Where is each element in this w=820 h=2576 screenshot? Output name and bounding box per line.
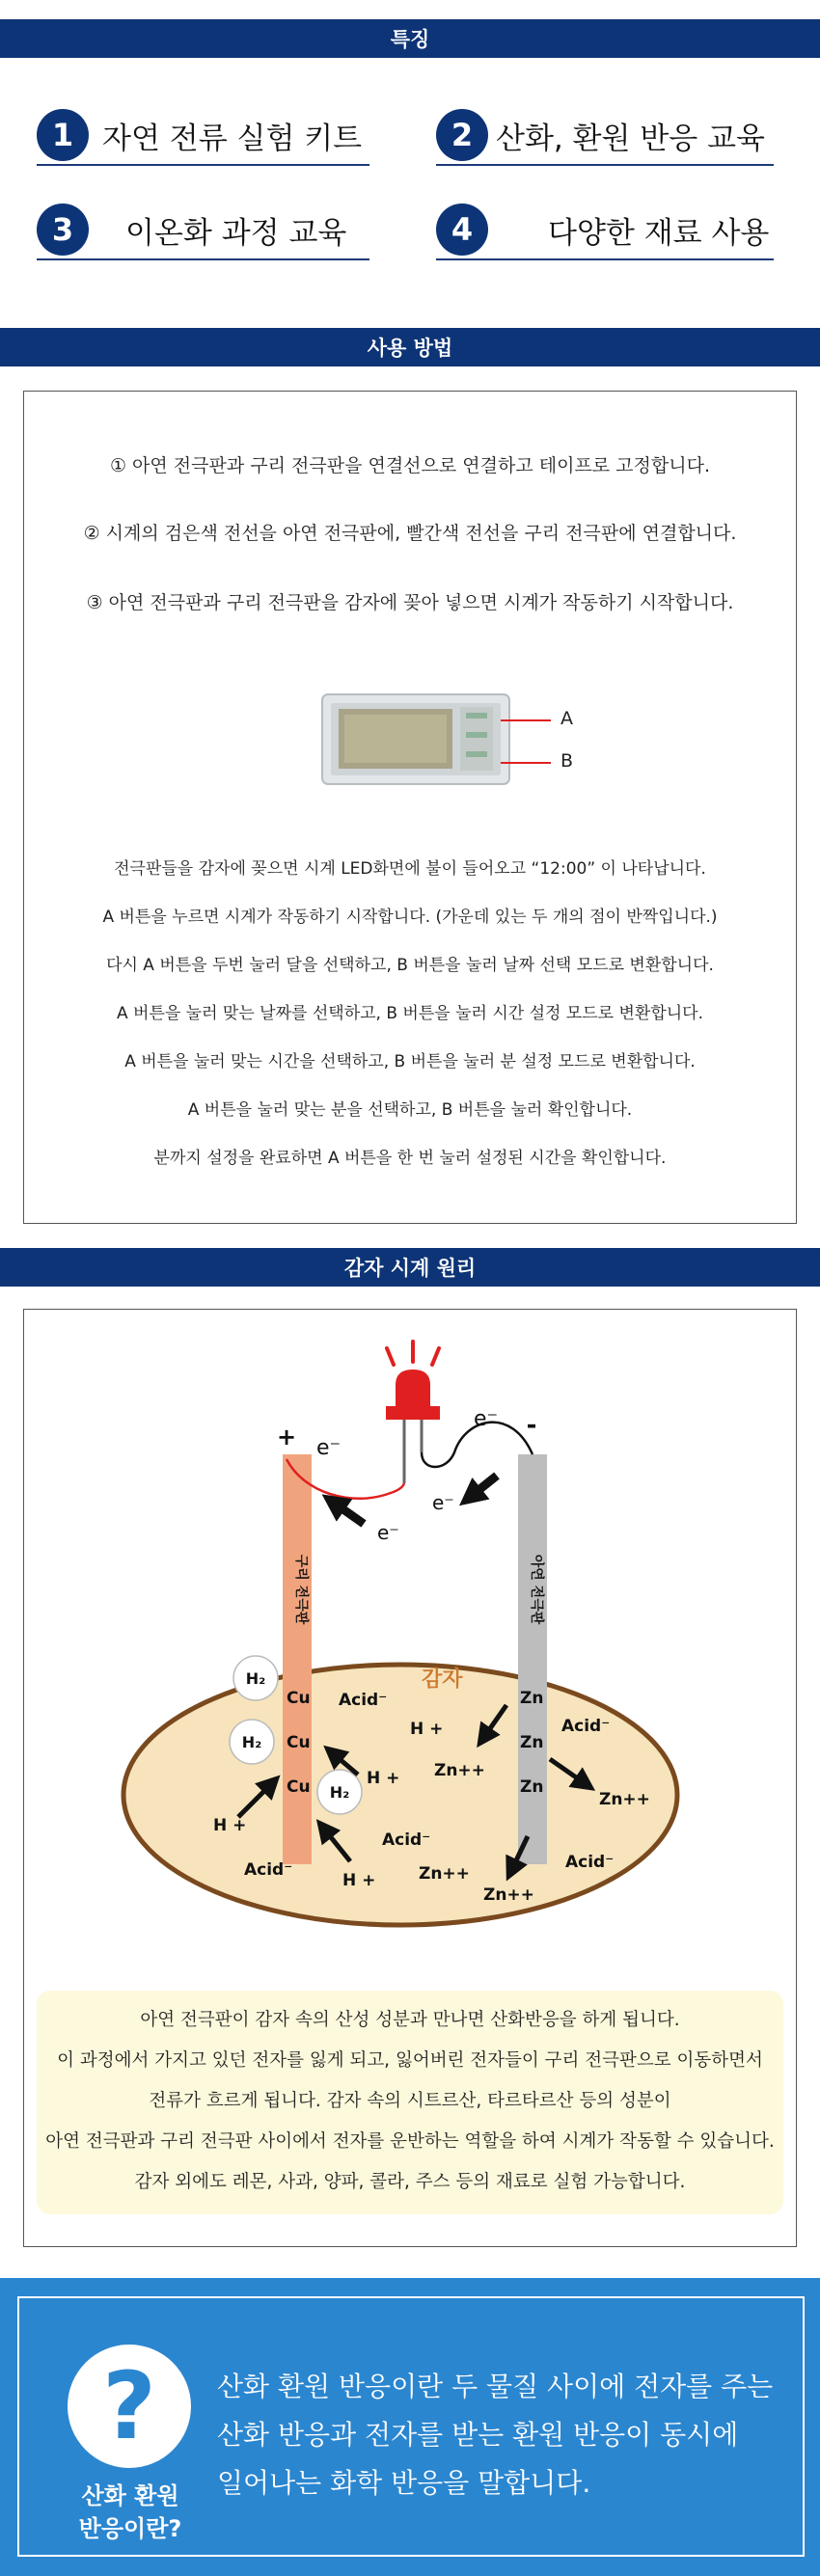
clock-label-a: A — [560, 708, 573, 729]
cu-label-3: Cu — [287, 1777, 311, 1797]
svg-text:H₂: H₂ — [329, 1783, 350, 1802]
usage-step-1: ① 아연 전극판과 구리 전극판을 연결선으로 연결하고 테이프로 고정합니다. — [109, 455, 710, 476]
h-plus-label-2: H + — [367, 1769, 400, 1788]
zn-ion-label-3: Zn++ — [419, 1864, 470, 1884]
led-bulb — [386, 1342, 440, 1483]
principle-title: 감자 시계 원리 — [343, 1257, 477, 1280]
acid-label-3: Acid⁻ — [382, 1830, 431, 1850]
redox-question-label — [39, 2480, 222, 2545]
electron-flow-arrow-2 — [468, 1476, 497, 1499]
feature-number-2: 2 — [436, 109, 488, 161]
svg-text:H₂: H₂ — [245, 1669, 266, 1688]
copper-electrode-label: 구리 전극판 — [293, 1554, 309, 1625]
potato-clock-diagram — [24, 1310, 796, 1985]
feature-label-2: 산화, 환원 반응 교육 — [496, 121, 765, 156]
instruction-3: 다시 A 버튼을 두번 눌러 달을 선택하고, B 버튼을 눌러 날짜 선택 모드로 변환합니다. — [106, 956, 714, 975]
instruction-2: A 버튼을 누르면 시계가 작동하기 시작합니다. (가운데 있는 두 개의 점이 반짝입니다.) — [102, 908, 718, 927]
feature-label-1: 자연 전류 실험 키트 — [102, 121, 363, 156]
clock-line-a — [501, 719, 551, 721]
feature-item-1 — [37, 106, 369, 166]
feature-label-4: 다양한 재료 사용 — [548, 215, 770, 251]
acid-label-4: Acid⁻ — [244, 1860, 293, 1880]
electron-label-3: e⁻ — [432, 1491, 454, 1514]
feature-number-1: 1 — [37, 109, 89, 161]
h2-bubble-1 — [233, 1656, 278, 1700]
clock-line-b — [501, 762, 551, 764]
redox-definition-line-1: 산화 환원 반응이란 두 물질 사이에 전자를 주는 — [217, 2371, 774, 2402]
explanation-line-1: 아연 전극판이 감자 속의 산성 성분과 만나면 산화반응을 하게 됩니다. — [140, 2010, 680, 2030]
electron-label-4: e⁻ — [377, 1521, 399, 1544]
potato-label: 감자 — [422, 1668, 463, 1692]
plus-sign: + — [276, 1424, 297, 1451]
instruction-1: 전극판들을 감자에 꽂으면 시계 LED화면에 불이 들어오고 “12:00” 이 나타납니다. — [114, 859, 706, 879]
redox-info-section — [0, 2278, 820, 2576]
acid-label-1: Acid⁻ — [339, 1691, 388, 1710]
acid-label-2: Acid⁻ — [561, 1717, 611, 1736]
zn-label-2: Zn — [520, 1733, 544, 1752]
usage-title: 사용 방법 — [367, 337, 453, 360]
instruction-4: A 버튼을 눌러 맞는 날짜를 선택하고, B 버튼을 눌러 시간 설정 모드로 변환합니다. — [116, 1004, 704, 1023]
h-plus-label-1: H + — [410, 1720, 444, 1739]
features-header — [0, 19, 820, 58]
explanation-line-4: 아연 전극판과 구리 전극판 사이에서 전자를 운반하는 역할을 하여 시계가 작동할 수 있습니다. — [45, 2131, 775, 2152]
electron-flow-arrow-1 — [331, 1501, 364, 1524]
explanation-line-2: 이 과정에서 가지고 있던 전자를 잃게 되고, 잃어버린 전자들이 구리 전극판으로 이동하면서 — [57, 2050, 763, 2071]
usage-step-2: ② 시계의 검은색 전선을 아연 전극판에, 빨간색 전선을 구리 전극판에 연결합니다. — [83, 523, 737, 544]
question-mark-icon: ? — [68, 2345, 191, 2468]
usage-box — [23, 391, 797, 1224]
acid-label-5: Acid⁻ — [565, 1853, 615, 1872]
features-title: 특징 — [390, 28, 430, 51]
feature-item-4 — [436, 201, 774, 260]
zn-ion-label-2: Zn++ — [599, 1790, 650, 1809]
cu-label-1: Cu — [287, 1689, 311, 1708]
redox-question-line-2: 반응이란? — [78, 2515, 182, 2542]
cu-label-2: Cu — [287, 1733, 311, 1752]
usage-header — [0, 328, 820, 366]
zn-ion-label-1: Zn++ — [434, 1761, 485, 1780]
electron-label-2: e⁻ — [474, 1407, 499, 1431]
principle-header — [0, 1248, 820, 1287]
redox-info-box — [17, 2296, 805, 2557]
feature-item-2 — [436, 106, 774, 166]
h2-bubble-2 — [230, 1720, 274, 1764]
instruction-7: 분까지 설정을 완료하면 A 버튼을 한 번 눌러 설정된 시간을 확인합니다. — [153, 1149, 667, 1168]
zinc-electrode — [518, 1454, 547, 1864]
explanation-line-5: 감자 외에도 레몬, 사과, 양파, 콜라, 주스 등의 재료로 실험 가능합니다. — [134, 2172, 686, 2192]
feature-number-3: 3 — [37, 203, 89, 256]
clock-label-b: B — [560, 750, 574, 772]
h-plus-label-4: H + — [342, 1871, 376, 1890]
redox-question-line-1: 산화 환원 — [81, 2482, 179, 2509]
feature-number-4: 4 — [436, 203, 488, 256]
explanation-line-3: 전류가 흐르게 됩니다. 감자 속의 시트르산, 타르타르산 등의 성분이 — [149, 2091, 671, 2111]
zn-label-3: Zn — [520, 1777, 544, 1797]
feature-item-3 — [37, 201, 369, 260]
h-plus-label-3: H + — [213, 1816, 247, 1835]
instruction-5: A 버튼을 눌러 맞는 시간을 선택하고, B 버튼을 눌러 분 설정 모드로 변환합니다. — [124, 1052, 696, 1071]
redox-definition-line-2: 산화 반응과 전자를 받는 환원 반응이 동시에 — [217, 2419, 739, 2451]
clock-image — [321, 693, 510, 785]
electron-label-1: e⁻ — [316, 1436, 342, 1460]
redox-definition-line-3: 일어나는 화학 반응을 말합니다. — [217, 2467, 591, 2499]
zinc-electrode-label: 아연 전극판 — [529, 1554, 544, 1625]
zn-label-1: Zn — [520, 1689, 544, 1708]
explanation-box — [37, 1991, 783, 2214]
zn-ion-label-4: Zn++ — [483, 1885, 534, 1905]
feature-label-3: 이온화 과정 교육 — [125, 215, 347, 251]
h2-bubble-3 — [317, 1770, 362, 1814]
instruction-6: A 버튼을 눌러 맞는 분을 선택하고, B 버튼을 눌러 확인합니다. — [187, 1100, 633, 1120]
potato-shape — [123, 1665, 677, 1925]
copper-electrode — [283, 1454, 312, 1864]
usage-step-3: ③ 아연 전극판과 구리 전극판을 감자에 꽂아 넣으면 시계가 작동하기 시작합니다. — [86, 592, 734, 613]
minus-sign: - — [526, 1411, 537, 1440]
svg-text:H₂: H₂ — [241, 1733, 262, 1751]
